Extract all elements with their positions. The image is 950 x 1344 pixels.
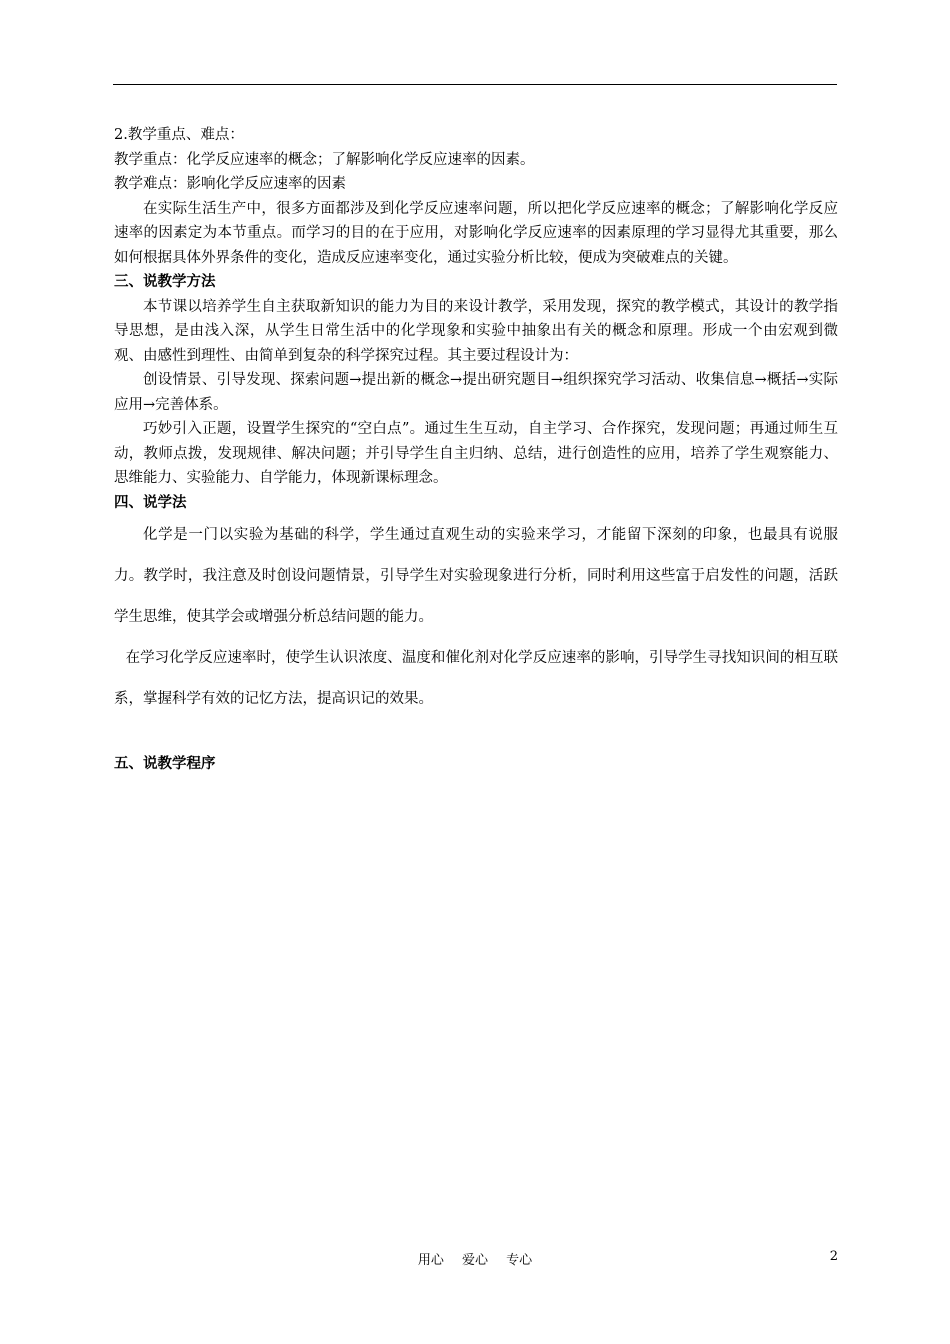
page-number: 2 — [829, 1249, 838, 1264]
section-4-heading: 四、说学法 — [114, 493, 187, 511]
section-2-title: 2.教学重点、难点： — [114, 127, 244, 143]
section-3-paragraph-2: 创设情景、引导发现、探索问题→提出新的概念→提出研究题目→组织探究学习活动、收集信息→概括→实际应用→完善体系。 — [114, 372, 838, 413]
spacer — [114, 720, 838, 752]
section-3-paragraph-3: 巧妙引入正题，设置学生探究的“空白点”。通过生生互动，自主学习、合作探究，发现问题；再通过师生互动，教师点拨，发现规律、解决问题；并引导学生自主归纳、总结，进行创造性的应用，培养了学生观察能力、思维能力、实验能力、自学能力，体现新课标理念。 — [114, 421, 838, 486]
section-2-paragraph: 在实际生活生产中，很多方面都涉及到化学反应速率问题，所以把化学反应速率的概念；了解影响化学反应速率的因素定为本节重点。而学习的目的在于应用，对影响化学反应速率的因素原理的学习显得尤其重要，那么如何根据具体外界条件的变化，造成反应速率变化，通过实验分析比较，便成为突破难点的关键。 — [114, 200, 838, 266]
difficulties-line: 教学难点：影响化学反应速率的因素 — [114, 176, 346, 192]
header-rule — [113, 84, 837, 85]
section-4-paragraph-2: 在学习化学反应速率时，使学生认识浓度、温度和催化剂对化学反应速率的影响，引导学生寻找知识间的相互联系，掌握科学有效的记忆方法，提高识记的效果。 — [114, 650, 838, 707]
section-4-paragraph-1: 化学是一门以实验为基础的科学，学生通过直观生动的实验来学习，才能留下深刻的印象，也最具有说服力。教学时，我注意及时创设问题情景，引导学生对实验现象进行分析，同时利用这些富于启发性的问题，活跃学生思维，使其学会或增强分析总结问题的能力。 — [114, 527, 838, 625]
footer-motto: 用心 爱心 专心 — [417, 1253, 533, 1268]
document-body — [114, 123, 838, 777]
section-3-paragraph-1: 本节课以培养学生自主获取新知识的能力为目的来设计教学，采用发现，探究的教学模式，其设计的教学指导思想，是由浅入深，从学生日常生活中的化学现象和实验中抽象出有关的概念和原理。形成一个由宏观到微观、由感性到理性、由简单到复杂的科学探究过程。其主要过程设计为： — [114, 298, 838, 364]
key-points-line: 教学重点：化学反应速率的概念；了解影响化学反应速率的因素。 — [114, 151, 535, 168]
section-3-heading: 三、说教学方法 — [114, 273, 216, 290]
section-5-heading: 五、说教学程序 — [114, 755, 216, 772]
